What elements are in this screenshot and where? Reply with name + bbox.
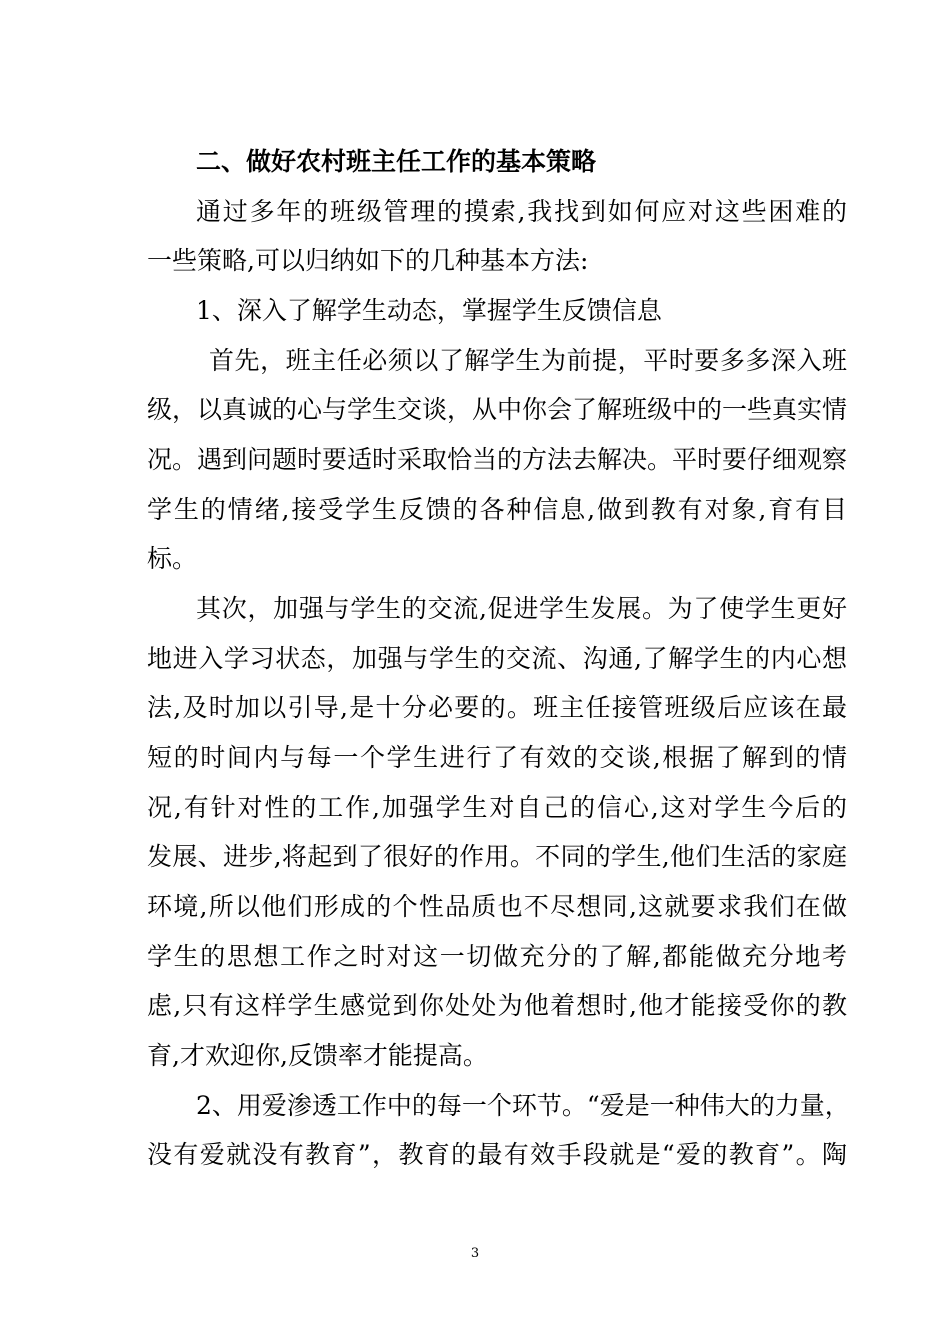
text-line: 首先，班主任必须以了解学生为前提，平时要多多深入班 — [209, 346, 847, 375]
text-line: 2、用爱渗透工作中的每一个环节。“爱是一种伟大的力量， — [196, 1091, 850, 1120]
text-line: 况,有针对性的工作,加强学生对自己的信心,这对学生今后的 — [147, 793, 847, 822]
text-line: 没有爱就没有教育”，教育的最有效手段就是“爱的教育”。陶 — [147, 1140, 847, 1169]
text-line: 学生的情绪,接受学生反馈的各种信息,做到教有对象,育有目 — [147, 495, 847, 524]
text-line: 一些策略,可以归纳如下的几种基本方法: — [147, 246, 589, 275]
text-line: 级，以真诚的心与学生交谈，从中你会了解班级中的一些真实情 — [147, 395, 848, 424]
text-line: 地进入学习状态，加强与学生的交流、沟通,了解学生的内心想 — [147, 644, 847, 673]
text-line: 短的时间内与每一个学生进行了有效的交谈,根据了解到的情 — [147, 743, 847, 772]
text-line: 标。 — [147, 544, 198, 573]
text-line: 况。遇到问题时要适时采取恰当的方法去解决。平时要仔细观察 — [147, 445, 848, 474]
text-line: 环境,所以他们形成的个性品质也不尽想同,这就要求我们在做 — [147, 892, 847, 921]
section-heading: 二、做好农村班主任工作的基本策略 — [196, 147, 597, 176]
subheading-line: 1、深入了解学生动态，掌握学生反馈信息 — [196, 296, 662, 325]
text-line: 虑,只有这样学生感觉到你处处为他着想时,他才能接受你的教 — [147, 991, 847, 1020]
text-line: 通过多年的班级管理的摸索,我找到如何应对这些困难的 — [196, 197, 847, 226]
text-line: 育,才欢迎你,反馈率才能提高。 — [147, 1041, 488, 1070]
page-number: 3 — [470, 1246, 480, 1261]
text-line: 发展、进步,将起到了很好的作用。不同的学生,他们生活的家庭 — [147, 842, 847, 871]
text-line: 学生的思想工作之时对这一切做充分的了解,都能做充分地考 — [147, 942, 847, 971]
text-line: 其次，加强与学生的交流,促进学生发展。为了使学生更好 — [196, 594, 847, 623]
text-line: 法,及时加以引导,是十分必要的。班主任接管班级后应该在最 — [147, 693, 847, 722]
